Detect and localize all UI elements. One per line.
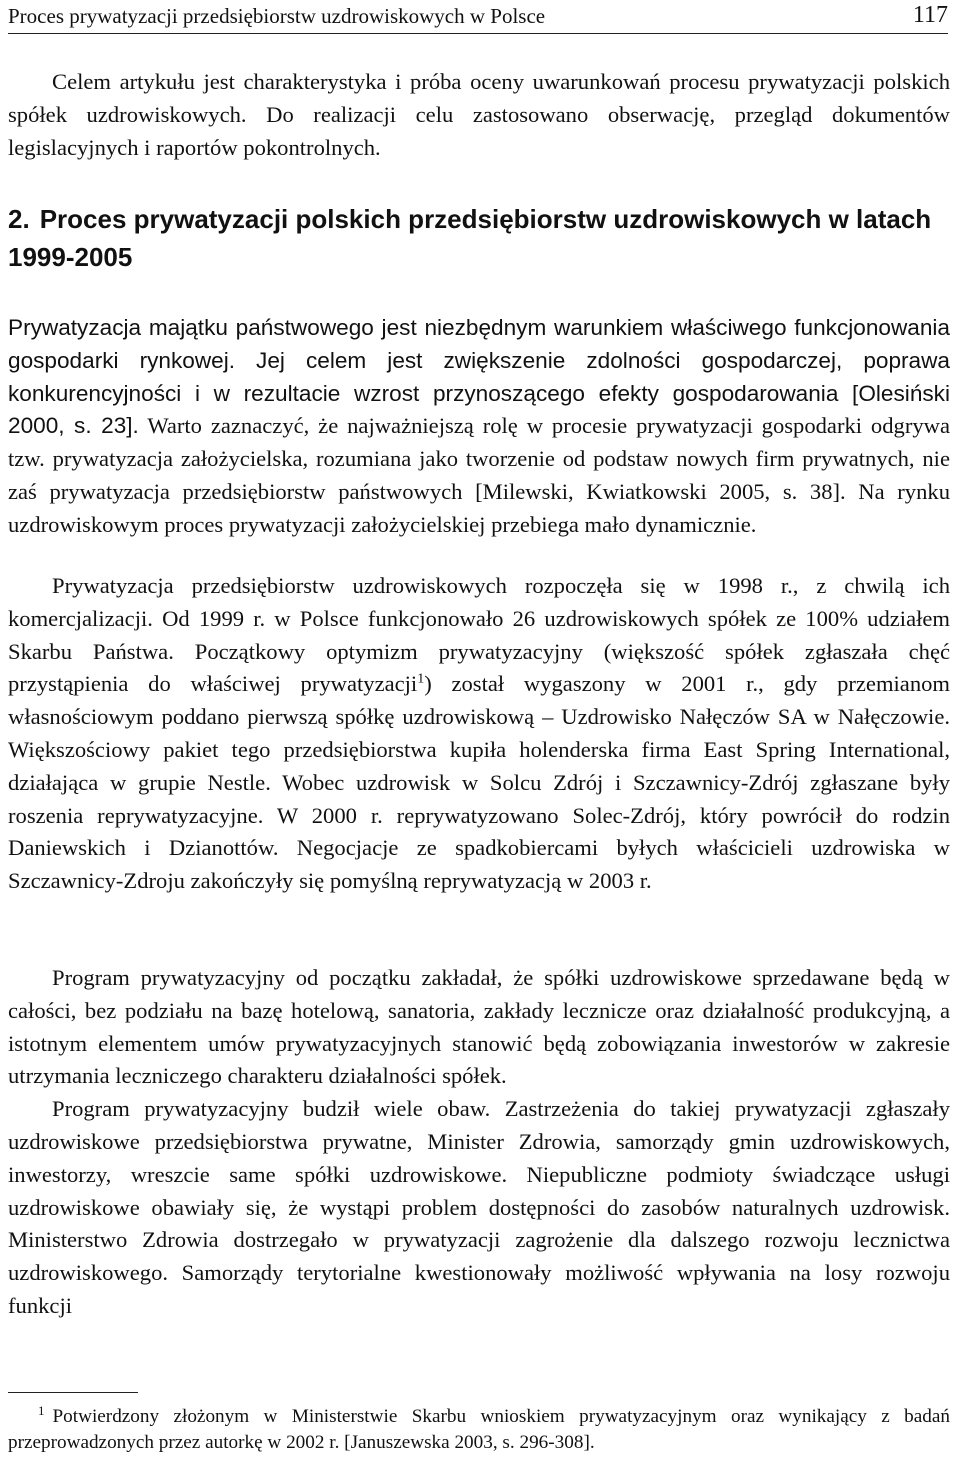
page-number: 117: [912, 2, 948, 28]
body1-serif-text: Warto zaznaczyć, że najważniejszą rolę w procesie prywatyzacji gospodarki odgrywa tzw. prywatyzacja założycielska, rozumiana jako tworzenie od podstaw nowych firm prywatnych, nie zaś prywatyzacja przedsiębiorstw państwowych [Milewski, Kwiatkowski 2005, s. 38]. Na rynku uzdrowiskowym proces prywatyzacji założycielskiej przebiega mało dynamicznie.: [8, 413, 950, 537]
footnote: [8, 1404, 950, 1456]
section-number: 2.: [8, 204, 30, 234]
running-header: [8, 0, 948, 34]
footnote-divider: [8, 1392, 138, 1393]
body-paragraph-1: [8, 312, 950, 542]
footnote-reference[interactable]: 1: [417, 671, 425, 687]
body2-part2: ) został wygaszony w 2001 r., gdy przemianom własnościowym poddano pierwszą spółkę uzdrowiskową – Uzdrowisko Nałęczów SA w Nałęczowie. Większościowy pakiet tego przedsiębiorstwa kupiła holenderska firma East Spring International, działająca w grupie Nestle. Wobec uzdrowisk w Solcu Zdrój i Szczawnicy-Zdrój zgłaszane były roszenia reprywatyzacyjne. W 2000 r. reprywatyzowano Solec-Zdrój, który powrócił do rodzin Daniewskich i Dzianottów. Negocjacje ze spadkobiercami byłych właścicieli uzdrowiska w Szczawnicy-Zdroju zakończyły się pomyślną reprywatyzacją w 2003 r.: [8, 671, 950, 894]
body1-sans-text: Prywatyzacja majątku państwowego jest niezbędnym warunkiem właściwego funkcjonowania gospodarki rynkowej. Jej celem jest zwiększenie zdolności gospodarczej, poprawa konkurencyjności i w rezultacie wzrost przynoszącego efekty gospodarowania [Olesiński 2000, s. 23].: [8, 315, 950, 439]
body2-part1: Prywatyzacja przedsiębiorstw uzdrowiskowych rozpoczęła się w 1998 r., z chwilą ich komercjalizacji. Od 1999 r. w Polsce funkcjonowało 26 uzdrowiskowych spółek ze 100% udziałem Skarbu Państwa. Początkowy optymizm prywatyzacyjny (większość spółek zgłaszała chęć przystąpienia do właściwej prywatyzacji: [8, 573, 950, 697]
body-paragraph-4: Program prywatyzacyjny budził wiele obaw. Zastrzeżenia do takiej prywatyzacji zgłaszały uzdrowiskowe przedsiębiorstwa prywatne, Minister Zdrowia, samorządy gmin uzdrowiskowych, inwestorzy, wreszcie same spółki uzdrowiskowe. Niepubliczne podmioty świadczące usługi uzdrowiskowe obawiały się, że wystąpi problem dostępności do zasobów naturalnych uzdrowisk. Ministerstwo Zdrowia dostrzegało w prywatyzacji zagrożenie dla dalszego rozwoju lecznictwa uzdrowiskowego. Samorządy terytorialne kwestionowały możliwość wpływania na losy rozwoju funkcji: [8, 1096, 950, 1318]
intro-paragraph: Celem artykułu jest charakterystyka i próba oceny uwarunkowań procesu prywatyzacji polskich spółek uzdrowiskowych. Do realizacji celu zastosowano obserwację, przegląd dokumentów legislacyjnych i raportów pokontrolnych.: [8, 69, 950, 160]
footnote-text: Potwierdzony złożonym w Ministerstwie Skarbu wnioskiem prywatyzacyjnym oraz wynikający z badań przeprowadzonych przez autorkę w 2002 r. [Januszewska 2003, s. 296-308].: [8, 1406, 950, 1453]
body-rest: [8, 962, 950, 1323]
section-title: Proces prywatyzacji polskich przedsiębiorstw uzdrowiskowych w latach 1999-2005: [8, 204, 932, 272]
body-paragraph-3: Program prywatyzacyjny od początku zakładał, że spółki uzdrowiskowe sprzedawane będą w całości, bez podziału na bazę hotelową, sanatoria, zakłady lecznicze oraz działalność produkcyjną, a istotnym elementem umów prywatyzacyjnych stanowić będą zobowiązania inwestorów w zakresie utrzymania leczniczego charakteru działalności spółek.: [8, 965, 950, 1089]
section-heading: [8, 200, 950, 276]
running-title: Proces prywatyzacji przedsiębiorstw uzdrowiskowych w Polsce: [8, 4, 546, 28]
intro-section: [8, 66, 950, 164]
footnote-mark: 1: [38, 1402, 45, 1418]
body-paragraph-2: [8, 570, 950, 898]
